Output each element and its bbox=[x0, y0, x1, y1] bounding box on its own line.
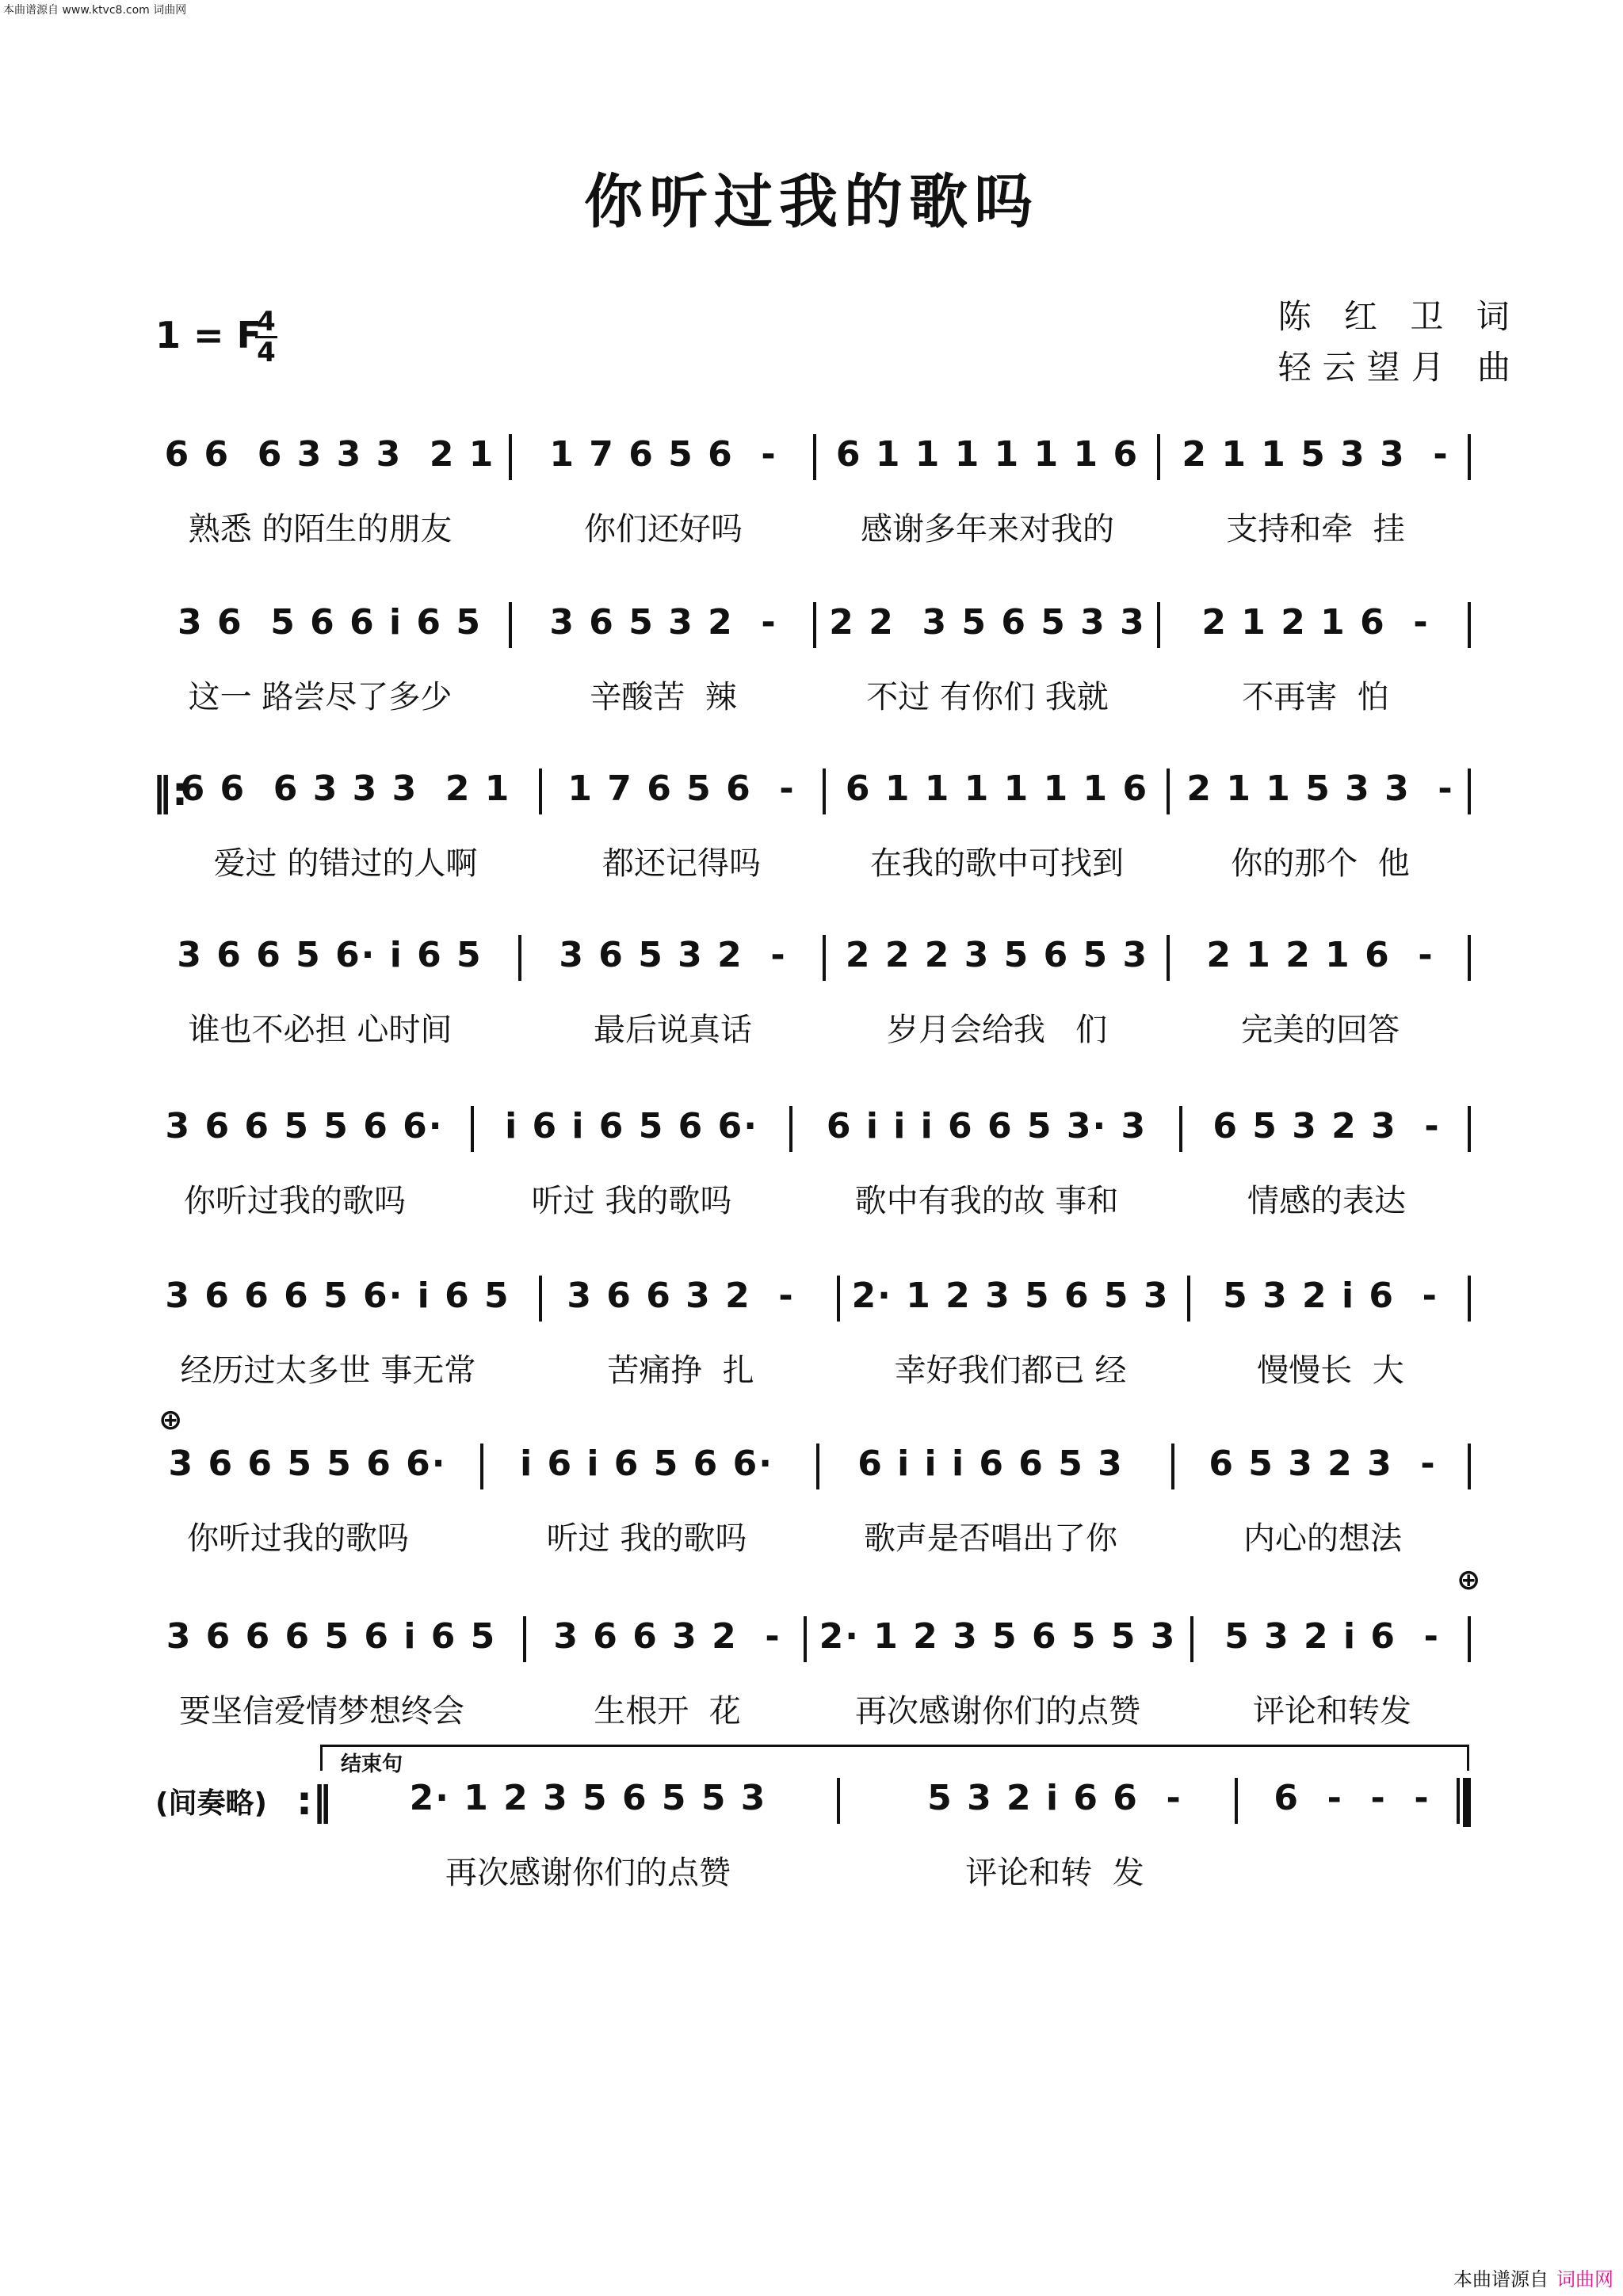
measure-lyrics: 不再害 怕 bbox=[1242, 679, 1389, 715]
barline bbox=[1468, 1106, 1471, 1152]
volta-bracket bbox=[320, 1745, 1469, 1771]
barline bbox=[1468, 1276, 1471, 1322]
measure-notes: 6 1 1 1 1 1 1 6 bbox=[845, 769, 1149, 809]
measure-notes: 3 6 6 6 5 6· i 6 5 bbox=[165, 1276, 510, 1316]
key-signature: 1 = F bbox=[155, 314, 262, 357]
coda-sign: ⊕ bbox=[158, 1404, 183, 1436]
measure-notes: 1 7 6 5 6 - bbox=[549, 434, 777, 475]
barline bbox=[1468, 434, 1471, 480]
measure-notes: 2· 1 2 3 5 6 5 3 bbox=[851, 1276, 1170, 1316]
barline bbox=[539, 1276, 542, 1322]
barline bbox=[1468, 1444, 1471, 1489]
measure-lyrics: 歌中有我的故 事和 bbox=[854, 1183, 1119, 1219]
footer-watermark bbox=[1453, 2264, 1613, 2291]
barline bbox=[1457, 1778, 1460, 1824]
measure-lyrics: 听过 我的歌吗 bbox=[546, 1520, 747, 1557]
time-signature-bottom: 4 bbox=[257, 337, 276, 368]
measure-notes: i 6 i 6 5 6 6· bbox=[505, 1106, 758, 1146]
volta-label: 结束句 bbox=[341, 1753, 403, 1776]
time-signature-top: 4 bbox=[257, 306, 276, 338]
measure-lyrics: 都还记得吗 bbox=[602, 845, 761, 882]
measure-lyrics: 听过 我的歌吗 bbox=[531, 1183, 732, 1219]
measure-notes: 2 2 2 3 5 6 5 3 bbox=[845, 935, 1149, 975]
measure-lyrics: 你的那个 他 bbox=[1231, 845, 1410, 882]
measure-lyrics: 慢慢长 大 bbox=[1257, 1352, 1404, 1389]
barline bbox=[837, 1276, 840, 1322]
measure-notes: 2 2 3 5 6 5 3 3 bbox=[829, 602, 1146, 643]
repeat-end-sign: :‖ bbox=[296, 1778, 332, 1824]
measure-lyrics: 熟悉 的陌生的朋友 bbox=[188, 511, 453, 547]
barline bbox=[509, 602, 512, 648]
measure-notes: 2 1 1 5 3 3 - bbox=[1186, 769, 1454, 809]
measure-notes: 6 1 1 1 1 1 1 6 bbox=[835, 434, 1140, 475]
score-row-7 bbox=[155, 1444, 1471, 1602]
measure-notes: 2 1 2 1 6 - bbox=[1206, 935, 1434, 975]
score-row-2 bbox=[155, 602, 1471, 761]
lyricist: 陈 红 卫 词 bbox=[1277, 297, 1521, 336]
barline bbox=[1171, 1444, 1174, 1489]
measure-notes: 3 6 6 3 2 - bbox=[553, 1616, 781, 1657]
barline bbox=[509, 434, 512, 480]
barline bbox=[1167, 769, 1170, 814]
measure-lyrics: 再次感谢你们的点赞 bbox=[855, 1693, 1140, 1730]
repeat-start-sign: ‖: bbox=[152, 769, 188, 814]
barline bbox=[539, 769, 542, 814]
barline bbox=[804, 1616, 807, 1662]
barline bbox=[823, 935, 826, 981]
barline bbox=[518, 935, 521, 981]
final-barline bbox=[1463, 1778, 1471, 1827]
measure-lyrics: 内心的想法 bbox=[1243, 1520, 1402, 1557]
song-title: 你听过我的歌吗 bbox=[584, 168, 1039, 236]
measure-notes: i 6 i 6 5 6 6· bbox=[520, 1444, 773, 1484]
measure-lyrics: 谁也不必担 心时间 bbox=[188, 1012, 453, 1048]
measure-notes: 5 3 2 i 6 6 - bbox=[927, 1778, 1182, 1818]
barline bbox=[816, 1444, 819, 1489]
measure-lyrics: 爱过 的错过的人啊 bbox=[213, 845, 478, 882]
measure-lyrics: 不过 有你们 我就 bbox=[866, 679, 1109, 715]
barline bbox=[1468, 602, 1471, 648]
measure-notes: 5 3 2 i 6 - bbox=[1224, 1616, 1440, 1657]
score-row-4 bbox=[155, 935, 1471, 1093]
measure-notes: 3 6 6 5 6· i 6 5 bbox=[177, 935, 483, 975]
barline bbox=[1157, 434, 1160, 480]
measure-lyrics: 在我的歌中可找到 bbox=[870, 845, 1124, 882]
measure-notes: 3 6 6 5 5 6 6· bbox=[168, 1444, 447, 1484]
coda-sign-end: ⊕ bbox=[1457, 1564, 1481, 1596]
measure-lyrics: 感谢多年来对我的 bbox=[861, 511, 1114, 547]
measure-notes: 2 1 2 1 6 - bbox=[1201, 602, 1430, 643]
measure-lyrics: 苦痛挣 扎 bbox=[607, 1352, 754, 1389]
measure-notes: 6 5 3 2 3 - bbox=[1212, 1106, 1441, 1146]
measure-notes: 2· 1 2 3 5 6 5 5 3 bbox=[819, 1616, 1177, 1657]
measure-notes: 6 5 3 2 3 - bbox=[1209, 1444, 1437, 1484]
barline bbox=[813, 602, 816, 648]
measure-lyrics: 完美的回答 bbox=[1241, 1012, 1400, 1048]
score-row-6 bbox=[155, 1276, 1471, 1434]
footer-brand[interactable]: 词曲网 bbox=[1556, 2268, 1613, 2290]
barline bbox=[813, 434, 816, 480]
interlude-label: (间奏略) bbox=[155, 1787, 267, 1820]
barline bbox=[837, 1778, 840, 1824]
measure-notes: 3 6 5 6 6 i 6 5 bbox=[178, 602, 482, 643]
measure-lyrics: 你听过我的歌吗 bbox=[187, 1520, 409, 1557]
measure-lyrics: 再次感谢你们的点赞 bbox=[445, 1855, 731, 1891]
barline bbox=[1179, 1106, 1182, 1152]
barline bbox=[1235, 1778, 1238, 1824]
measure-lyrics: 评论和转 发 bbox=[965, 1855, 1144, 1891]
measure-lyrics: 你听过我的歌吗 bbox=[184, 1183, 406, 1219]
measure-notes: 6 6 6 3 3 3 2 1 bbox=[180, 769, 511, 809]
barline bbox=[471, 1106, 474, 1152]
measure-notes: 3 6 6 3 2 - bbox=[567, 1276, 795, 1316]
measure-notes: 6 i i i 6 6 5 3· 3 bbox=[826, 1106, 1148, 1146]
measure-lyrics: 岁月会给我 们 bbox=[886, 1012, 1108, 1048]
barline bbox=[1157, 602, 1160, 648]
measure-notes: 3 6 5 3 2 - bbox=[549, 602, 777, 643]
measure-lyrics: 情感的表达 bbox=[1247, 1183, 1406, 1219]
measure-lyrics: 评论和转发 bbox=[1253, 1693, 1411, 1730]
measure-lyrics: 支持和牵 挂 bbox=[1226, 511, 1405, 547]
measure-lyrics: 你们还好吗 bbox=[584, 511, 743, 547]
measure-lyrics: 幸好我们都已 经 bbox=[894, 1352, 1127, 1389]
barline bbox=[1468, 935, 1471, 981]
measure-notes: 1 7 6 5 6 - bbox=[567, 769, 796, 809]
measure-lyrics bbox=[1243, 1848, 1461, 1895]
credits bbox=[1278, 292, 1522, 393]
measure-notes: 3 6 5 3 2 - bbox=[559, 935, 787, 975]
measure-lyrics: 辛酸苦 辣 bbox=[590, 679, 737, 715]
barline bbox=[1167, 935, 1170, 981]
barline bbox=[1468, 769, 1471, 814]
composer: 轻云望月 曲 bbox=[1277, 348, 1522, 387]
measure-notes: 5 3 2 i 6 - bbox=[1223, 1276, 1438, 1316]
barline bbox=[523, 1616, 526, 1662]
barline bbox=[1190, 1616, 1193, 1662]
barline bbox=[1468, 1616, 1471, 1662]
score-row-1 bbox=[155, 434, 1471, 593]
measure-lyrics: 这一 路尝尽了多少 bbox=[188, 679, 453, 715]
score-row-5 bbox=[155, 1106, 1471, 1264]
watermark-top: 本曲谱源自 www.ktvc8.com 词曲网 bbox=[3, 4, 187, 17]
time-signature bbox=[255, 307, 277, 367]
measure-lyrics: 歌声是否唱出了你 bbox=[864, 1520, 1117, 1557]
measure-notes: 6 6 6 3 3 3 2 1 bbox=[164, 434, 495, 475]
measure-notes: 3 6 6 5 5 6 6· bbox=[165, 1106, 444, 1146]
measure-notes: 2· 1 2 3 5 6 5 5 3 bbox=[409, 1778, 767, 1818]
score-row-ending bbox=[155, 1778, 1471, 1936]
measure-lyrics: 生根开 花 bbox=[594, 1693, 741, 1730]
barline bbox=[823, 769, 826, 814]
barline bbox=[1187, 1276, 1190, 1322]
barline bbox=[480, 1444, 483, 1489]
measure-lyrics: 要坚信爱情梦想终会 bbox=[179, 1693, 464, 1730]
measure-notes: 6 - - - bbox=[1274, 1778, 1430, 1818]
measure-notes: 3 6 6 6 5 6 i 6 5 bbox=[166, 1616, 497, 1657]
score-row-3 bbox=[152, 769, 1471, 927]
measure-lyrics: 最后说真话 bbox=[594, 1012, 752, 1048]
footer-text: 本曲谱源自 bbox=[1453, 2268, 1549, 2290]
measure-notes: 6 i i i 6 6 5 3 bbox=[857, 1444, 1124, 1484]
measure-lyrics: 经历过太多世 事无常 bbox=[180, 1352, 476, 1389]
barline bbox=[789, 1106, 792, 1152]
measure-notes: 2 1 1 5 3 3 - bbox=[1182, 434, 1449, 475]
